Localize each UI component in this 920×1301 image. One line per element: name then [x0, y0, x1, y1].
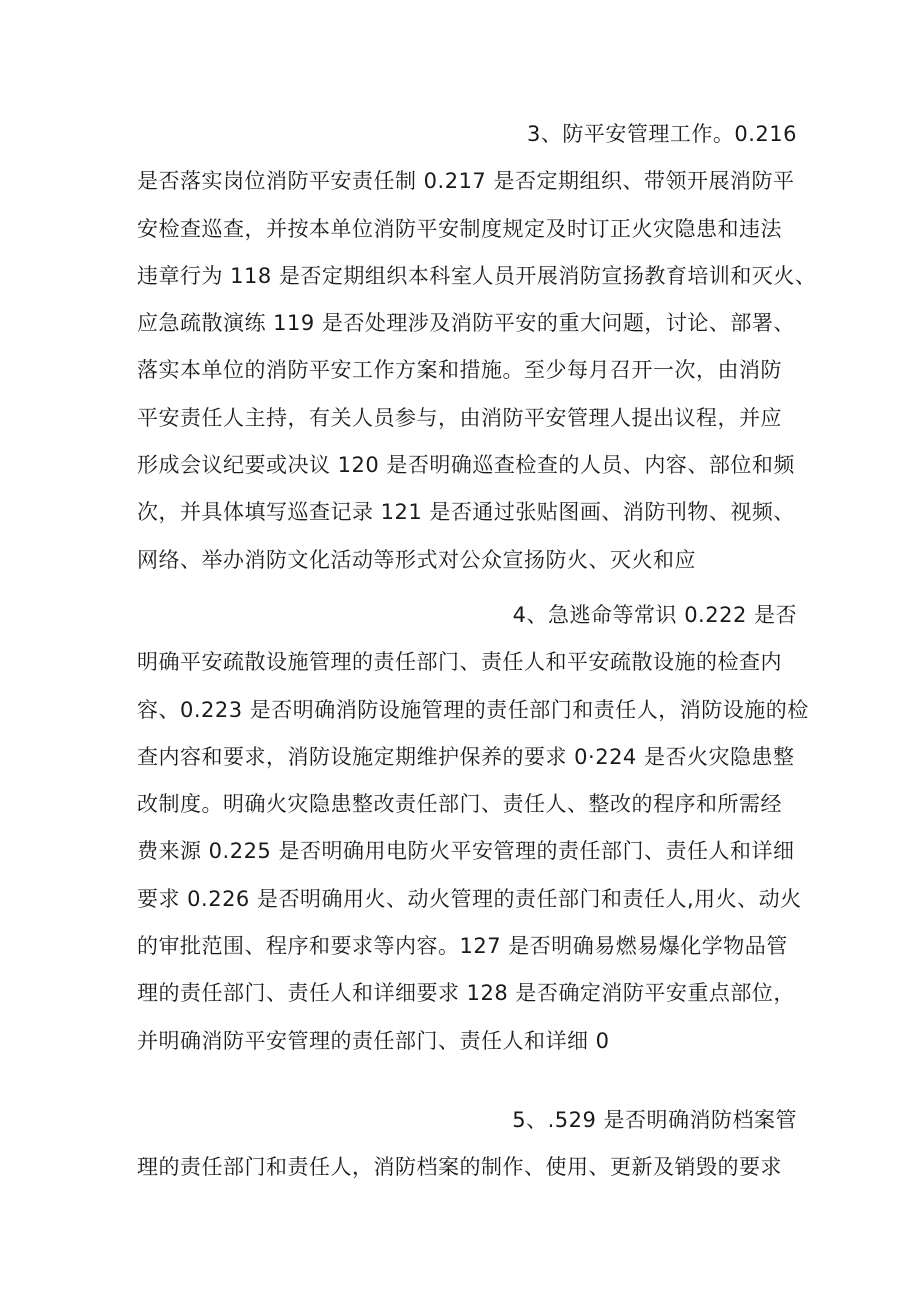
text-line: 违章行为 118 是否定期组织本科室人员开展消防宣扬教育培训和灭火、: [137, 263, 817, 288]
section-heading: 4、急逃命等常识 0.222 是否: [512, 603, 797, 627]
text-line: 次，并具体填写巡查记录 121 是否通过张贴图画、消防刊物、视频、: [137, 500, 795, 525]
text-line: 查内容和要求，消防设施定期维护保养的要求 0·224 是否火灾隐患整: [137, 744, 795, 769]
section-5: [137, 1097, 797, 1192]
text-line: 应急疏散演练 119 是否处理涉及消防平安的重大问题，讨论、部署、: [137, 311, 795, 336]
text-line: 安检查巡查，并按本单位消防平安制度规定及时订正火灾隐患和违法: [137, 216, 782, 241]
text-line: 的审批范围、程序和要求等内容。127 是否明确易燃易爆化学物品管: [137, 934, 788, 959]
text-line: 形成会议纪要或决议 120 是否明确巡查检查的人员、内容、部位和频: [137, 453, 795, 478]
section-heading: 3、防平安管理工作。0.216: [527, 122, 797, 146]
text-line: 理的责任部门和责任人，消防档案的制作、使用、更新及销毁的要求: [137, 1155, 782, 1180]
section-3: [137, 111, 817, 584]
section-heading: 5、.529 是否明确消防档案管: [512, 1108, 797, 1132]
text-line: 要求 0.226 是否明确用火、动火管理的责任部门和责任人,用火、动火: [137, 886, 802, 911]
text-line: 明确平安疏散设施管理的责任部门、责任人和平安疏散设施的检查内: [137, 650, 782, 675]
section-4: [137, 592, 809, 1065]
text-line: 是否落实岗位消防平安责任制 0.217 是否定期组织、带领开展消防平: [137, 169, 795, 194]
text-line: 落实本单位的消防平安工作方案和措施。至少每月召开一次，由消防: [137, 358, 782, 383]
text-line: 容、0.223 是否明确消防设施管理的责任部门和责任人，消防设施的检: [137, 697, 809, 722]
text-line: 费来源 0.225 是否明确用电防火平安管理的责任部门、责任人和详细: [137, 839, 795, 864]
text-line: 并明确消防平安管理的责任部门、责任人和详细 0: [137, 1028, 610, 1053]
text-line: 网络、举办消防文化活动等形式对公众宣扬防火、灭火和应: [137, 547, 696, 572]
text-line: 改制度。明确火灾隐患整改责任部门、责任人、整改的程序和所需经: [137, 792, 782, 817]
text-line: 平安责任人主持，有关人员参与，由消防平安管理人提出议程，并应: [137, 405, 782, 430]
text-line: 理的责任部门、责任人和详细要求 128 是否确定消防平安重点部位，: [137, 981, 795, 1006]
